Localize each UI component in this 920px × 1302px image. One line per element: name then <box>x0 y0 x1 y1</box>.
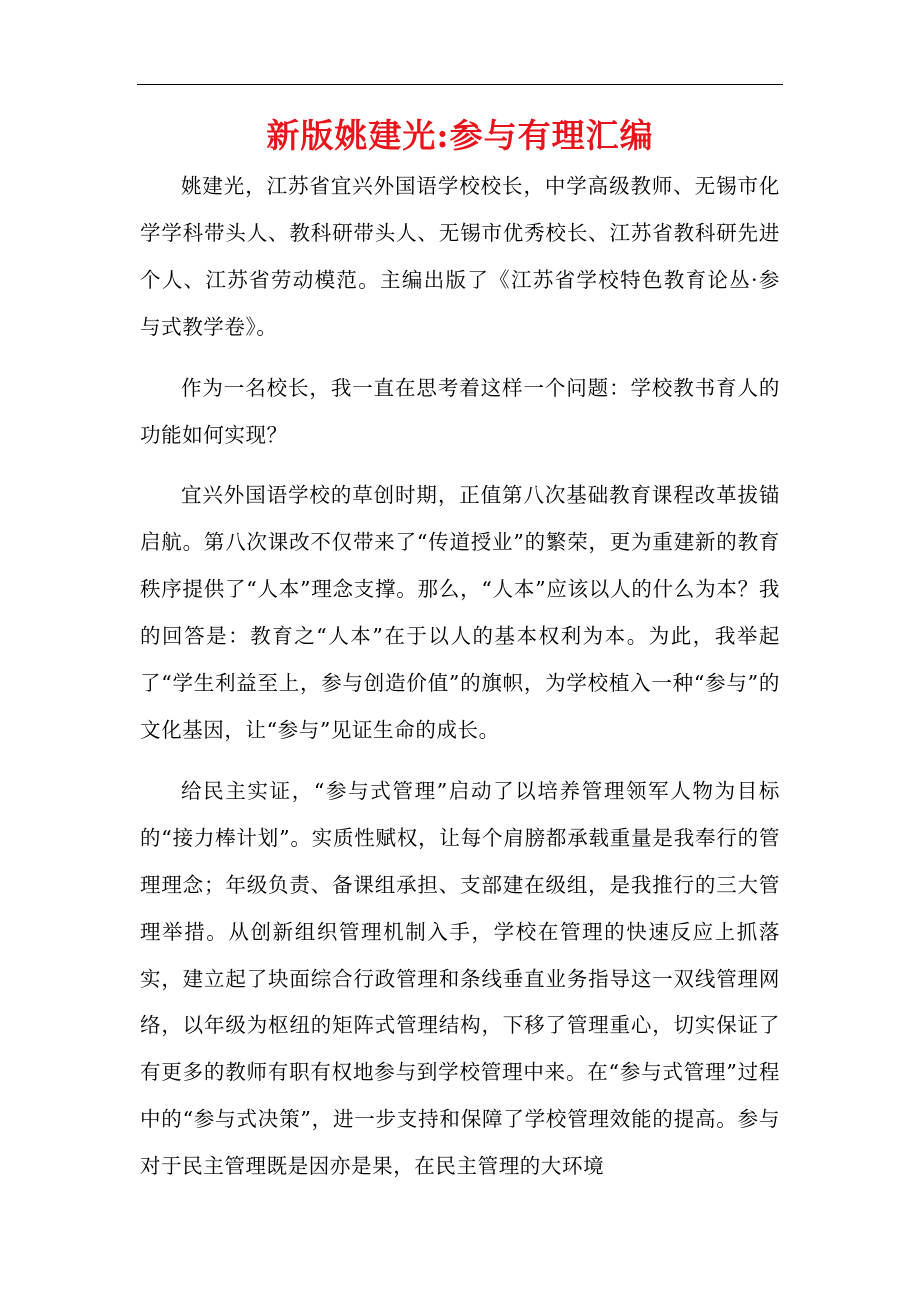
paragraph-bio: 姚建光，江苏省宜兴外国语学校校长，中学高级教师、无锡市化学学科带头人、教科研带头人、无锡市优秀校长、江苏省教科研先进个人、江苏省劳动模范。主编出版了《江苏省学校特色教育论丛·参与式教学卷》。 <box>140 174 780 339</box>
document-title: 新版姚建光:参与有理汇编 <box>266 116 654 155</box>
document-body <box>140 163 780 1204</box>
paragraph-management: 给民主实证，“参与式管理”启动了以培养管理领军人物为目标的“接力棒计划”。实质性赋权，让每个肩膀都承载重量是我奉行的管理理念；年级负责、备课组承担、支部建在级组，是我推行的三大管理举措。从创新组织管理机制入手，学校在管理的快速反应上抓落实，建立起了块面综合行政管理和条线垂直业务指导这一双线管理网络，以年级为枢纽的矩阵式管理结构，下移了管理重心，切实保证了有更多的教师有职有权地参与到学校管理中来。在“参与式管理”过程中的“参与式决策”，进一步支持和保障了学校管理效能的提高。参与对于民主管理既是因亦是果，在民主管理的大环境 <box>140 778 780 1179</box>
paragraph-founding: 宜兴外国语学校的草创时期，正值第八次基础教育课程改革拔锚启航。第八次课改不仅带来了“传道授业”的繁荣，更为重建新的教育秩序提供了“人本”理念支撑。那么，“人本”应该以人的什么为本？我的回答是：教育之“人本”在于以人的基本权利为本。为此，我举起了“学生利益至上，参与创造价值”的旗帜，为学校植入一种“参与”的文化基因，让“参与”见证生命的成长。 <box>140 483 780 742</box>
paragraph-question: 作为一名校长，我一直在思考着这样一个问题：学校教书育人的功能如何实现？ <box>140 375 780 447</box>
header-rule <box>137 84 783 85</box>
